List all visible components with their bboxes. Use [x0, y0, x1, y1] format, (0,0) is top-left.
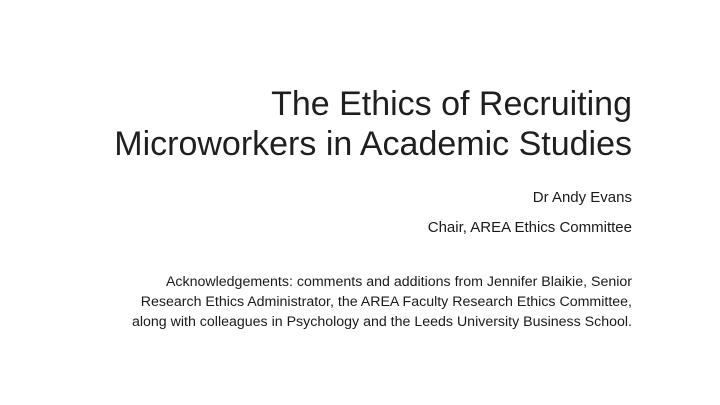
- acknowledgements-line: along with colleagues in Psychology and the Leeds University Business School.: [131, 314, 632, 330]
- acknowledgements-line: Acknowledgements: comments and additions from Jennifer Blaikie, Senior: [165, 274, 632, 290]
- slide-title-line: The Ethics of Recruiting: [271, 85, 632, 123]
- acknowledgements-line: Research Ethics Administrator, the AREA Faculty Research Ethics Committee,: [140, 294, 632, 310]
- slide-title: [32, 84, 632, 164]
- author-role: Chair, AREA Ethics Committee: [427, 219, 632, 236]
- acknowledgements-text: [32, 272, 632, 332]
- slide-title-line: Microworkers in Academic Studies: [114, 125, 632, 163]
- author-name: Dr Andy Evans: [532, 189, 632, 206]
